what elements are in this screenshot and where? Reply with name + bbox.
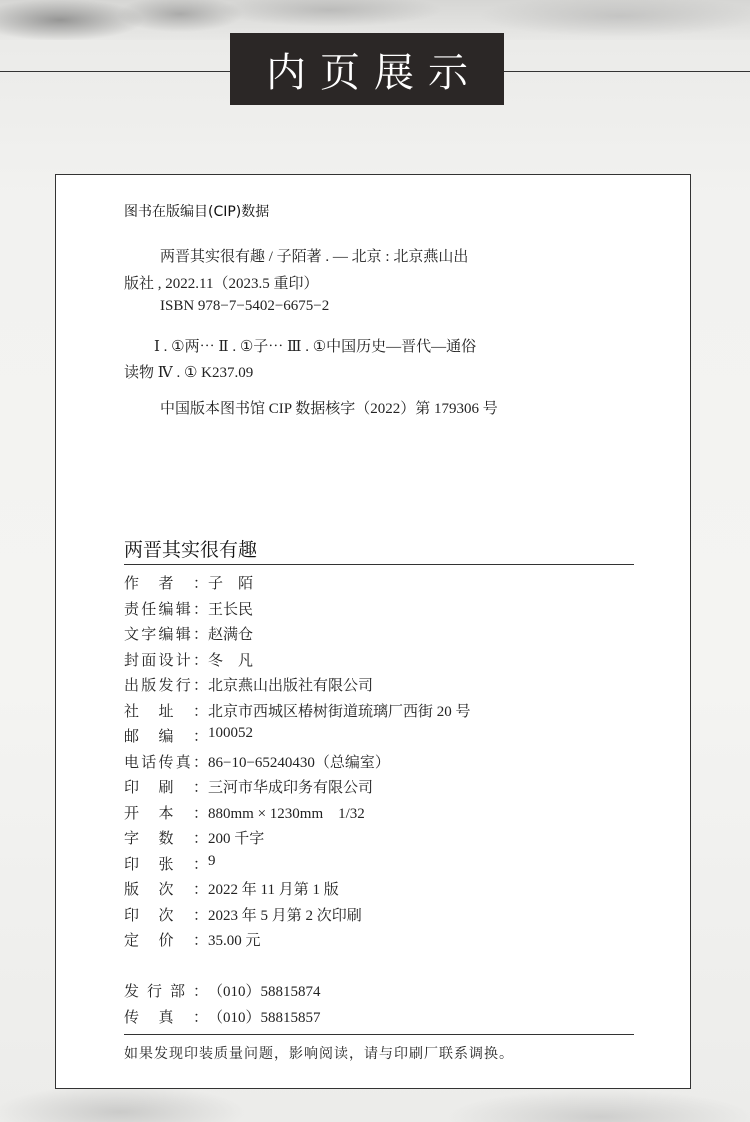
info-value: 冬 凡 xyxy=(208,653,254,669)
contact-value: （010）58815874 xyxy=(208,984,321,1000)
info-row-word-count xyxy=(124,827,264,849)
info-row-format xyxy=(124,802,365,824)
info-label: 文字编辑： xyxy=(124,627,208,643)
info-label: 字数： xyxy=(124,831,208,847)
cip-line: 读物 Ⅳ . ① K237.09 xyxy=(124,365,254,381)
info-row-publisher xyxy=(124,674,373,696)
header-title: 内页展示 xyxy=(230,33,504,105)
info-label: 印次： xyxy=(124,908,208,924)
info-label: 作者： xyxy=(124,576,208,592)
info-row-postcode xyxy=(124,725,253,747)
info-label: 责任编辑： xyxy=(124,602,208,618)
cip-line: Ⅰ . ①两⋯ Ⅱ . ①子⋯ Ⅲ . ①中国历史—晋代—通俗 xyxy=(154,339,477,355)
info-label: 封面设计： xyxy=(124,653,208,669)
contact-row-distribution xyxy=(124,980,321,1002)
info-value: 86−10−65240430（总编室） xyxy=(208,755,390,771)
info-value: 9 xyxy=(208,853,216,869)
contact-label: 发行部： xyxy=(124,984,208,1000)
info-row-edition xyxy=(124,878,339,900)
cip-line: ISBN 978−7−5402−6675−2 xyxy=(160,298,330,314)
info-label: 社址： xyxy=(124,704,208,720)
copyright-page xyxy=(55,174,691,1089)
info-row-address xyxy=(124,700,471,722)
cip-line: 两晋其实很有趣 / 子陌著 . — 北京 : 北京燕山出 xyxy=(160,249,469,265)
info-row-printing xyxy=(124,904,362,926)
info-value: 200 千字 xyxy=(208,831,265,847)
info-row-text-editor xyxy=(124,623,253,645)
cip-line: 版社 , 2022.11（2023.5 重印） xyxy=(124,276,319,292)
info-row-price xyxy=(124,929,261,951)
info-label: 电话传真： xyxy=(124,755,208,771)
contact-row-fax xyxy=(124,1006,321,1028)
contact-value: （010）58815857 xyxy=(208,1010,321,1026)
info-value: 三河市华成印务有限公司 xyxy=(208,780,374,796)
info-label: 邮编： xyxy=(124,729,208,745)
info-label: 版次： xyxy=(124,882,208,898)
info-value: 880mm × 1230mm 1/32 xyxy=(208,806,365,822)
cip-heading: 图书在版编目(CIP)数据 xyxy=(124,204,270,220)
info-row-printer xyxy=(124,776,373,798)
title-rule xyxy=(124,564,634,565)
info-row-author xyxy=(124,572,253,594)
quality-notice: 如果发现印装质量问题，影响阅读，请与印刷厂联系调换。 xyxy=(124,1047,514,1062)
info-label: 开本： xyxy=(124,806,208,822)
info-label: 出版发行： xyxy=(124,678,208,694)
notice-rule xyxy=(124,1034,634,1035)
info-value: 王长民 xyxy=(208,602,254,618)
info-row-cover-design xyxy=(124,649,253,671)
info-row-sheets xyxy=(124,853,216,875)
info-value: 2023 年 5 月第 2 次印刷 xyxy=(208,908,362,924)
info-row-phone-fax xyxy=(124,751,390,773)
contact-label: 传真： xyxy=(124,1010,208,1026)
info-value: 北京燕山出版社有限公司 xyxy=(208,678,374,694)
book-title: 两晋其实很有趣 xyxy=(124,539,258,561)
info-label: 印张： xyxy=(124,857,208,873)
info-value: 子 陌 xyxy=(208,576,254,592)
info-row-editor xyxy=(124,598,253,620)
cip-line: 中国版本图书馆 CIP 数据核字（2022）第 179306 号 xyxy=(160,401,498,417)
info-value: 赵满仓 xyxy=(208,627,254,643)
info-value: 北京市西城区椿树街道琉璃厂西街 20 号 xyxy=(208,704,471,720)
info-label: 印刷： xyxy=(124,780,208,796)
info-value: 35.00 元 xyxy=(208,933,261,949)
info-value: 100052 xyxy=(208,725,253,741)
info-label: 定价： xyxy=(124,933,208,949)
info-value: 2022 年 11 月第 1 版 xyxy=(208,882,339,898)
